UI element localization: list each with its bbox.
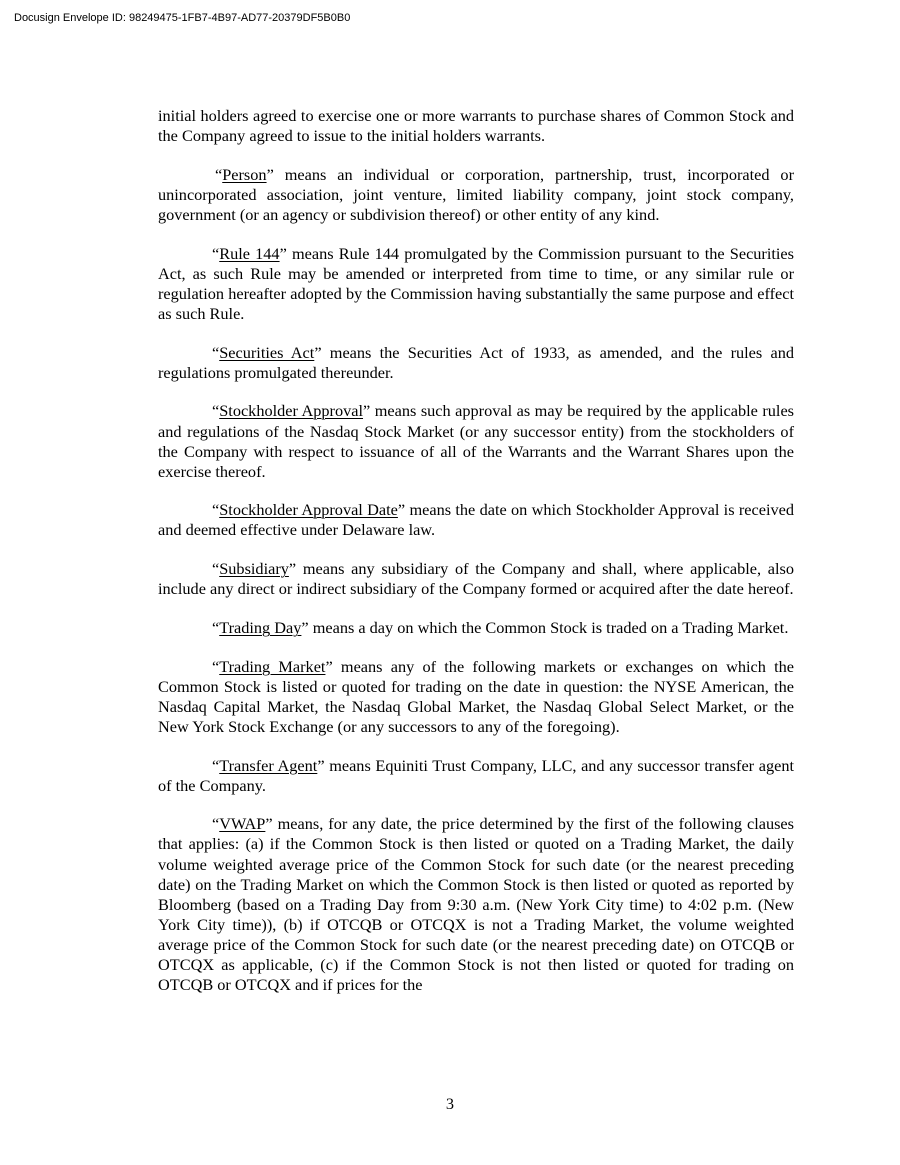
page-number: 3 bbox=[445, 1094, 455, 1113]
definition-vwap bbox=[158, 814, 794, 995]
definition-securities-act bbox=[158, 343, 794, 383]
defined-term: Securities Act bbox=[219, 342, 315, 362]
definition-text: ” means any of the following markets or exchanges on which the Common Stock is listed or quoted for trading on the date in question: the NYSE American, the Nasdaq Capital Market, the Nasdaq Global Market, the Nasdaq Global Select Market, or the New York Stock Exchange (or any successors to any of the foregoing). bbox=[158, 656, 794, 736]
defined-term: VWAP bbox=[219, 814, 266, 834]
open-quote: “ bbox=[215, 164, 223, 184]
defined-term: Stockholder Approval Date bbox=[219, 500, 398, 520]
definition-stockholder-approval-date bbox=[158, 500, 794, 540]
paragraph-text: initial holders agreed to exercise one or more warrants to purchase shares of Common Stock and the Company agreed to issue to the initial holders warrants. bbox=[158, 106, 794, 146]
definition-trading-day bbox=[158, 618, 794, 638]
defined-term: Person bbox=[222, 164, 267, 184]
paragraph-continuation bbox=[158, 106, 794, 146]
definition-text: ” means any subsidiary of the Company and shall, where applicable, also include any direct or indirect subsidiary of the Company formed or acquired after the date hereof. bbox=[158, 559, 794, 599]
defined-term: Stockholder Approval bbox=[219, 401, 364, 421]
open-quote: “ bbox=[212, 342, 220, 362]
definition-stockholder-approval bbox=[158, 401, 794, 481]
defined-term: Trading Day bbox=[219, 617, 302, 637]
defined-term: Rule 144 bbox=[219, 243, 280, 263]
definition-text: ” means Equiniti Trust Company, LLC, and any successor transfer agent of the Company. bbox=[158, 755, 794, 795]
open-quote: “ bbox=[212, 755, 220, 775]
document-body bbox=[158, 106, 794, 1014]
definition-text: ” means the date on which Stockholder Approval is received and deemed effective under Delaware law. bbox=[158, 500, 795, 540]
definition-subsidiary bbox=[158, 559, 794, 599]
definition-text: ” means Rule 144 promulgated by the Commission pursuant to the Securities Act, as such Rule may be amended or interpreted from time to time, or any similar rule or regulation hereafter adopted by the Commission having substantially the same purpose and effect as such Rule. bbox=[158, 243, 794, 323]
open-quote: “ bbox=[212, 243, 220, 263]
definition-person bbox=[158, 165, 794, 225]
open-quote: “ bbox=[212, 401, 220, 421]
defined-term: Subsidiary bbox=[219, 559, 289, 579]
open-quote: “ bbox=[212, 656, 220, 676]
docusign-envelope-id: Docusign Envelope ID: 98249475-1FB7-4B97-AD77-20379DF5B0B0 bbox=[14, 12, 351, 24]
defined-term: Trading Market bbox=[219, 656, 326, 676]
definition-text: ” means such approval as may be required by the applicable rules and regulations of the Nasdaq Stock Market (or any successor entity) from the stockholders of the Company with respect to issuance of all of the Warrants and the Warrant Shares upon the exercise thereof. bbox=[158, 401, 795, 481]
definition-trading-market bbox=[158, 657, 794, 737]
definition-text: ” means an individual or corporation, partnership, trust, incorporated or unincorporated association, joint venture, limited liability company, joint stock company, government (or an agency or subdivision thereof) or other entity of any kind. bbox=[158, 164, 794, 224]
definition-rule-144 bbox=[158, 244, 794, 324]
open-quote: “ bbox=[212, 617, 220, 637]
open-quote: “ bbox=[212, 814, 220, 834]
defined-term: Transfer Agent bbox=[219, 755, 318, 775]
definition-text: ” means the Securities Act of 1933, as amended, and the rules and regulations promulgated thereunder. bbox=[158, 342, 795, 382]
open-quote: “ bbox=[212, 500, 220, 520]
definition-text: ” means, for any date, the price determined by the first of the following clauses that applies: (a) if the Common Stock is then listed or quoted on a Trading Market, the daily volume weighted average price of the Common Stock for such date (or the nearest preceding date) on the Trading Market on which the Common Stock is then listed or quoted as reported by Bloomberg (based on a Trading Day from 9:30 a.m. (New York City time) to 4:02 p.m. (New York City time)), (b) if OTCQB or OTCQX is not a Trading Market, the volume weighted average price of the Common Stock for such date (or the nearest preceding date) on OTCQB or OTCQX as applicable, (c) if the Common Stock is not then listed or quoted for trading on OTCQB or OTCQX and if prices for the bbox=[158, 814, 794, 995]
definition-transfer-agent bbox=[158, 756, 794, 796]
open-quote: “ bbox=[212, 559, 220, 579]
definition-text: ” means a day on which the Common Stock is traded on a Trading Market. bbox=[301, 617, 789, 637]
